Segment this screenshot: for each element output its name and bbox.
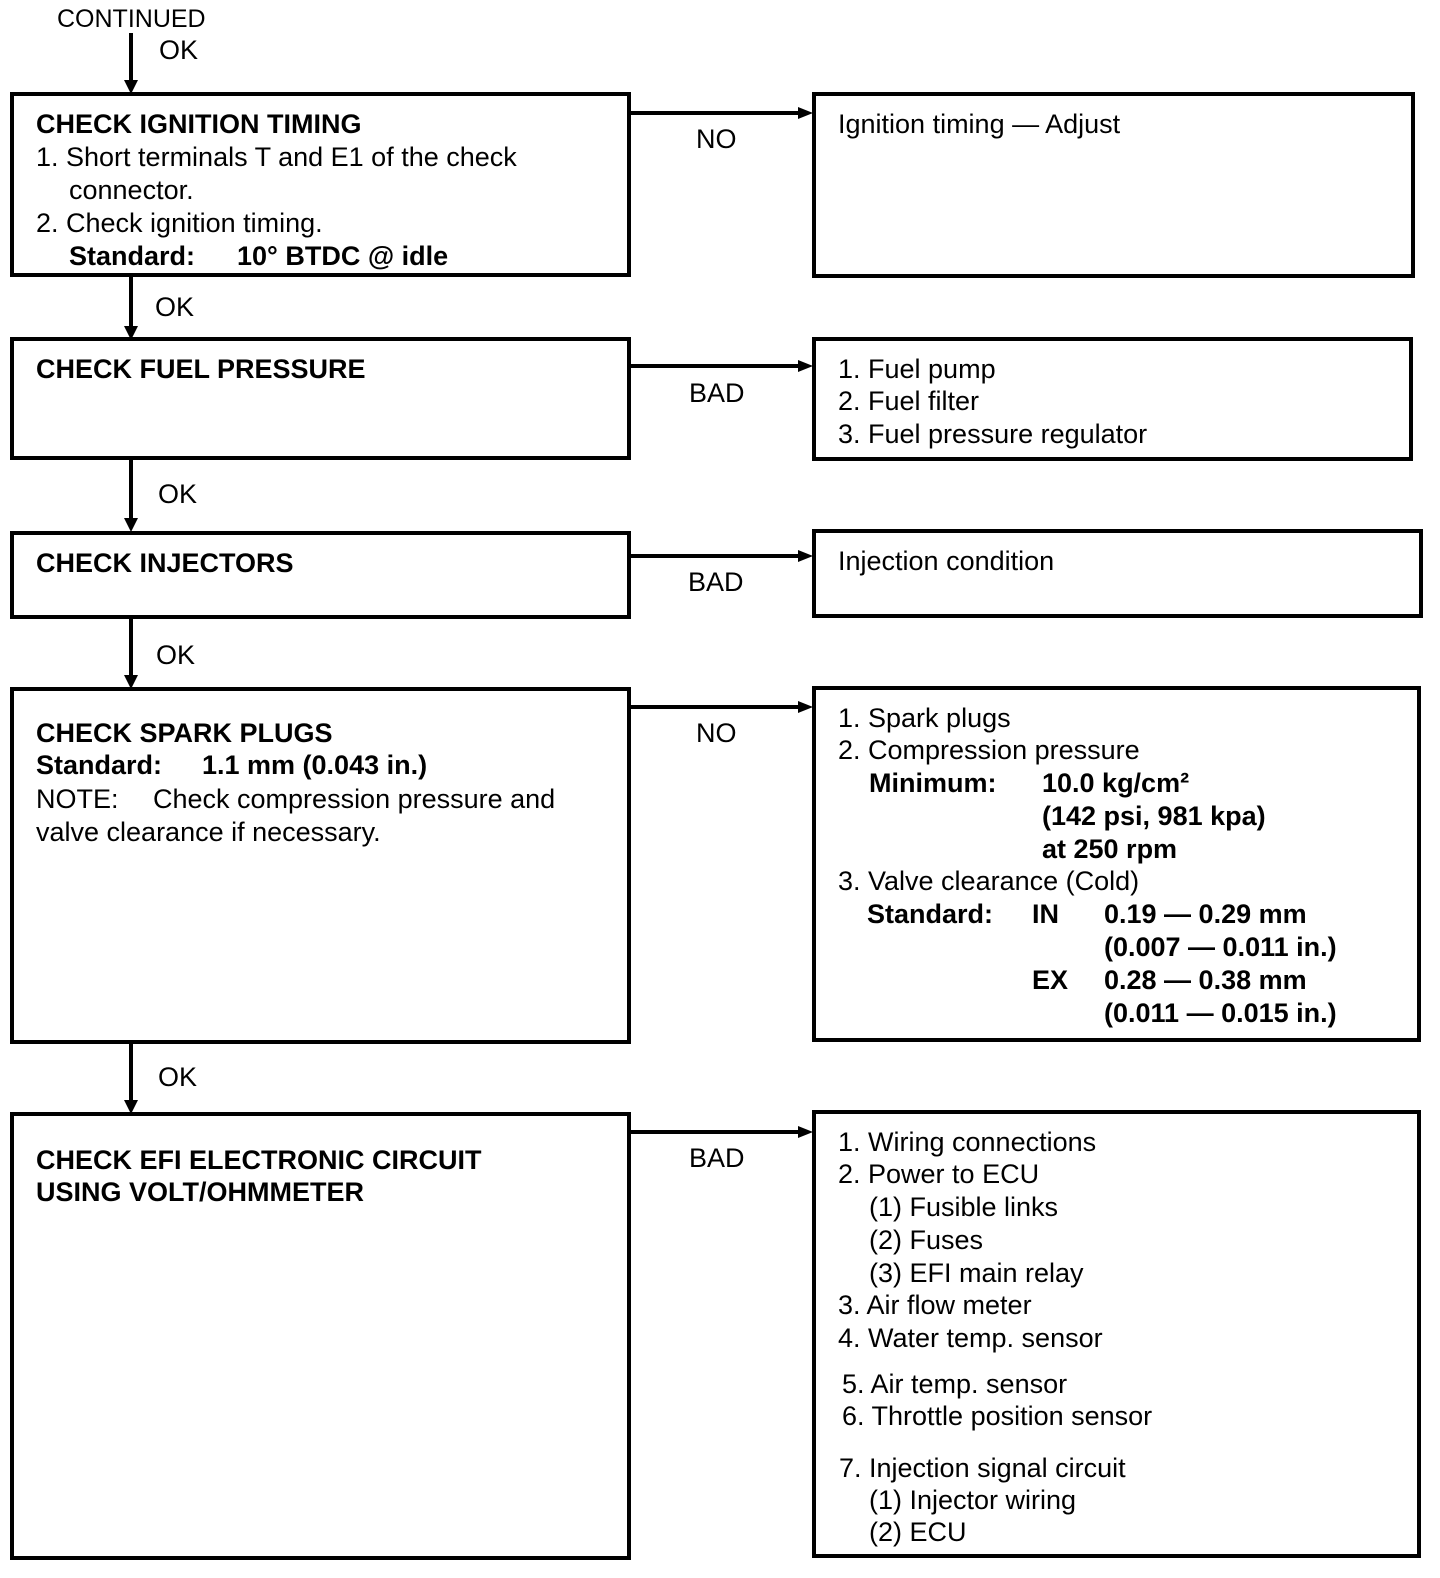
result-line: 2. Power to ECU (838, 1159, 1040, 1189)
step-line: connector. (69, 175, 194, 205)
minimum-value: 10.0 kg/cm² (1042, 768, 1190, 798)
branch-label-no: NO (696, 718, 737, 748)
result-subline: (1) Injector wiring (869, 1485, 1077, 1515)
result-subline: (2) ECU (869, 1517, 967, 1547)
result-line: 6. Throttle position sensor (842, 1401, 1153, 1431)
ok-label: OK (158, 1062, 198, 1092)
step-title: CHECK FUEL PRESSURE (36, 354, 366, 384)
branch-label-bad: BAD (689, 378, 745, 408)
result-line: Ignition timing — Adjust (838, 109, 1121, 139)
step-line: 1. Short terminals T and E1 of the check (36, 142, 517, 172)
standard-label: Standard: (69, 241, 196, 271)
result-line: 7. Injection signal circuit (839, 1453, 1126, 1483)
result-line: 2. Compression pressure (838, 735, 1140, 765)
intake-mm: 0.19 — 0.29 mm (1104, 899, 1307, 929)
minimum-psi: (142 psi, 981 kpa) (1042, 801, 1266, 831)
result-fuel-pressure (812, 337, 1413, 461)
standard-value: 10° BTDC @ idle (237, 241, 449, 271)
result-ignition-timing (812, 92, 1415, 278)
valve-standard-label: Standard: (867, 899, 994, 929)
ok-label: OK (155, 292, 195, 322)
standard-label: Standard: (36, 750, 163, 780)
step-fuel-pressure (10, 337, 631, 460)
result-spark-plugs (812, 686, 1421, 1042)
minimum-rpm: at 250 rpm (1042, 834, 1178, 864)
result-line: 1. Fuel pump (838, 354, 996, 384)
result-line: 1. Spark plugs (838, 703, 1011, 733)
exhaust-label: EX (1032, 965, 1069, 995)
step-ignition-timing (10, 92, 631, 277)
result-subline: (1) Fusible links (869, 1192, 1059, 1222)
step-title: USING VOLT/OHMMETER (36, 1177, 364, 1207)
exhaust-mm: 0.28 — 0.38 mm (1104, 965, 1307, 995)
result-line: 5. Air temp. sensor (842, 1369, 1068, 1399)
result-line: Injection condition (838, 546, 1055, 576)
result-line: 3. Fuel pressure regulator (838, 419, 1148, 449)
arrowhead-right (798, 701, 813, 713)
step-title: CHECK EFI ELECTRONIC CIRCUIT (36, 1145, 482, 1175)
ok-label: OK (158, 479, 198, 509)
arrowhead-right (798, 550, 813, 562)
result-subline: (2) Fuses (869, 1225, 984, 1255)
step-spark-plugs (10, 687, 631, 1044)
note-text: valve clearance if necessary. (36, 817, 381, 847)
standard-value: 1.1 mm (0.043 in.) (202, 750, 428, 780)
result-line: 3. Air flow meter (838, 1290, 1032, 1320)
result-injectors (812, 529, 1423, 618)
step-line: 2. Check ignition timing. (36, 208, 323, 238)
result-line: 2. Fuel filter (838, 386, 980, 416)
arrowhead-right (798, 107, 813, 119)
minimum-label: Minimum: (869, 768, 997, 798)
step-injectors (10, 531, 631, 619)
branch-label-no: NO (696, 124, 737, 154)
step-efi-circuit (10, 1112, 631, 1560)
intake-in: (0.007 — 0.011 in.) (1104, 932, 1337, 962)
note-label: NOTE: (36, 784, 119, 814)
exhaust-in: (0.011 — 0.015 in.) (1104, 998, 1337, 1028)
result-subline: (3) EFI main relay (869, 1258, 1084, 1288)
step-title: CHECK IGNITION TIMING (36, 109, 362, 139)
branch-label-bad: BAD (689, 1143, 745, 1173)
branch-label-bad: BAD (688, 567, 744, 597)
step-title: CHECK INJECTORS (36, 548, 294, 578)
result-line: 3. Valve clearance (Cold) (838, 866, 1140, 896)
arrowhead-right (798, 1126, 813, 1138)
result-line: 4. Water temp. sensor (838, 1323, 1103, 1353)
intake-label: IN (1032, 899, 1059, 929)
step-title: CHECK SPARK PLUGS (36, 718, 333, 748)
continued-label: CONTINUED (57, 5, 206, 33)
ok-label: OK (159, 35, 199, 65)
arrowhead-right (798, 360, 813, 372)
ok-label: OK (156, 640, 196, 670)
note-text: Check compression pressure and (153, 784, 556, 814)
arrowhead-down (124, 518, 138, 532)
result-line: 1. Wiring connections (838, 1127, 1097, 1157)
result-efi-circuit (812, 1110, 1421, 1558)
